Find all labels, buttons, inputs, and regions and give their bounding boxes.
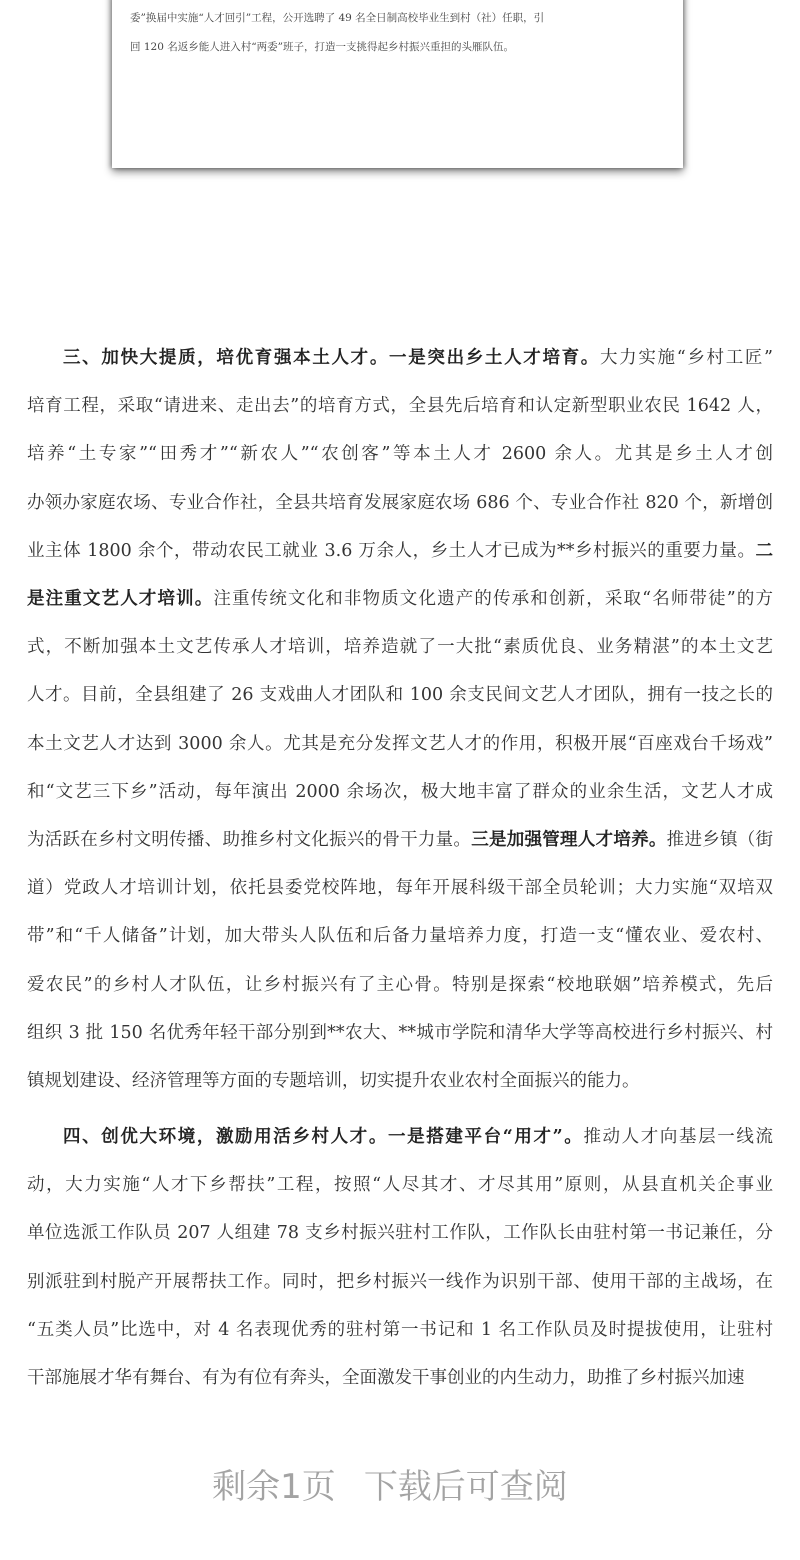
paragraph-line: [27, 877, 773, 899]
card-text-line: 回 120 名返乡能人进入村“两委”班子，打造一支挑得起乡村振兴重担的头雁队伍。: [130, 41, 514, 53]
paragraph-line: [27, 1174, 773, 1196]
bold-heading-text: 三是加强管理人才培养。: [471, 830, 667, 850]
paragraph-line: [27, 781, 773, 803]
paragraph-line: [27, 1271, 773, 1293]
paragraph-line: [27, 1319, 773, 1341]
paragraph-line: [63, 1126, 773, 1148]
body-text: 带”和“千人储备”计划，加大带头人队伍和后备力量培养力度，打造一支“懂农业、爱农村、: [27, 926, 773, 947]
body-text: 爱农民”的乡村人才队伍，让乡村振兴有了主心骨。特别是探索“校地联姻”培养模式，先后: [27, 974, 773, 995]
paragraph-line: [27, 443, 773, 465]
body-text: “五类人员”比选中，对 4 名表现优秀的驻村第一书记和 1 名工作队员及时提拔使用，让驻村: [27, 1319, 773, 1340]
body-text: 镇规划建设、经济管理等方面的专题培训，切实提升农业农村全面振兴的能力。: [27, 1071, 640, 1091]
remaining-pages-label: 剩余1页: [212, 1467, 336, 1507]
body-text: 干部施展才华有舞台、有为有位有奔头，全面激发干事创业的内生动力，助推了乡村振兴加速: [27, 1368, 745, 1388]
body-text: 为活跃在乡村文明传播、助推乡村文化振兴的骨干力量。: [27, 830, 472, 850]
body-text: 注重传统文化和非物质文化遗产的传承和创新，采取“名师带徒”的方: [213, 589, 773, 609]
paragraph-line: [27, 684, 773, 706]
bold-heading-text: 三、加快大提质，培优育强本土人才。一是突出乡土人才培育。: [63, 348, 600, 368]
card-text-line: 委”换届中实施“人才回引”工程，公开选聘了 49 名全日制高校毕业生到村（社）任职，引: [130, 12, 545, 24]
paragraph-line: [63, 347, 773, 369]
paragraph-line: [27, 492, 773, 514]
body-text: 培育工程，采取“请进来、走出去”的培育方式，全县先后培育和认定新型职业农民 1642 人，: [27, 396, 773, 417]
download-prompt[interactable]: [0, 1459, 780, 1508]
body-text: 培养“土专家”“田秀才”“新农人”“农创客”等本土人才 2600 余人。尤其是乡土人才创: [27, 444, 773, 465]
paragraph-line: [27, 974, 773, 996]
body-text: 组织 3 批 150 名优秀年轻干部分别到**农大、**城市学院和清华大学等高校进行乡村振兴、村: [27, 1022, 773, 1043]
paragraph-line: [27, 540, 773, 562]
body-text: 本土文艺人才达到 3000 余人。尤其是充分发挥文艺人才的作用，积极开展“百座戏台千场戏”: [27, 733, 773, 754]
body-text: 大力实施“乡村工匠”: [600, 348, 773, 368]
body-text: 动，大力实施“人才下乡帮扶”工程，按照“人尽其才、才尽其用”原则，从县直机关企事业: [27, 1175, 773, 1196]
paragraph-line: [27, 1070, 773, 1092]
paragraph-line: [27, 1367, 773, 1389]
body-text: 推动人才向基层一线流: [583, 1127, 773, 1147]
previous-page-card: [112, 0, 683, 168]
body-text: 推进乡镇（街: [666, 830, 774, 850]
body-text: 式，不断加强本土文艺传承人才培训，培养造就了一大批“素质优良、业务精湛”的本土文艺: [27, 637, 773, 658]
paragraph-line: [27, 588, 773, 610]
body-text: 道）党政人才培训计划，依托县委党校阵地，每年开展科级干部全员轮训；大力实施“双培双: [27, 878, 773, 899]
body-text: 人才。目前，全县组建了 26 支戏曲人才团队和 100 余支民间文艺人才团队，拥有一技之长的: [27, 685, 773, 706]
body-text: 别派驻到村脱产开展帮扶工作。同时，把乡村振兴一线作为识别干部、使用干部的主战场，在: [27, 1271, 773, 1292]
paragraph-line: [27, 829, 773, 851]
paragraph-line: [27, 636, 773, 658]
bold-heading-text: 四、创优大环境，激励用活乡村人才。一是搭建平台“用才”。: [63, 1127, 584, 1147]
paragraph-line: [27, 1022, 773, 1044]
paragraph-line: [27, 1222, 773, 1244]
download-to-view-label: 下载后可查阅: [363, 1467, 568, 1507]
body-text: 办领办家庭农场、专业合作社，全县共培育发展家庭农场 686 个、专业合作社 820 个，新增创: [27, 492, 773, 513]
body-text: 和“文艺三下乡”活动，每年演出 2000 余场次，极大地丰富了群众的业余生活，文艺人才成: [27, 781, 773, 802]
body-text: 业主体 1800 余个，带动农民工就业 3.6 万余人，乡土人才已成为**乡村振兴的重要力量。: [27, 540, 756, 561]
paragraph-line: [27, 395, 773, 417]
paragraph-line: [27, 925, 773, 947]
body-text: 单位选派工作队员 207 人组建 78 支乡村振兴驻村工作队，工作队长由驻村第一书记兼任，分: [27, 1223, 773, 1244]
bold-heading-text: 是注重文艺人才培训。: [27, 589, 214, 609]
bold-heading-text: 二: [755, 540, 773, 561]
paragraph-line: [27, 733, 773, 755]
